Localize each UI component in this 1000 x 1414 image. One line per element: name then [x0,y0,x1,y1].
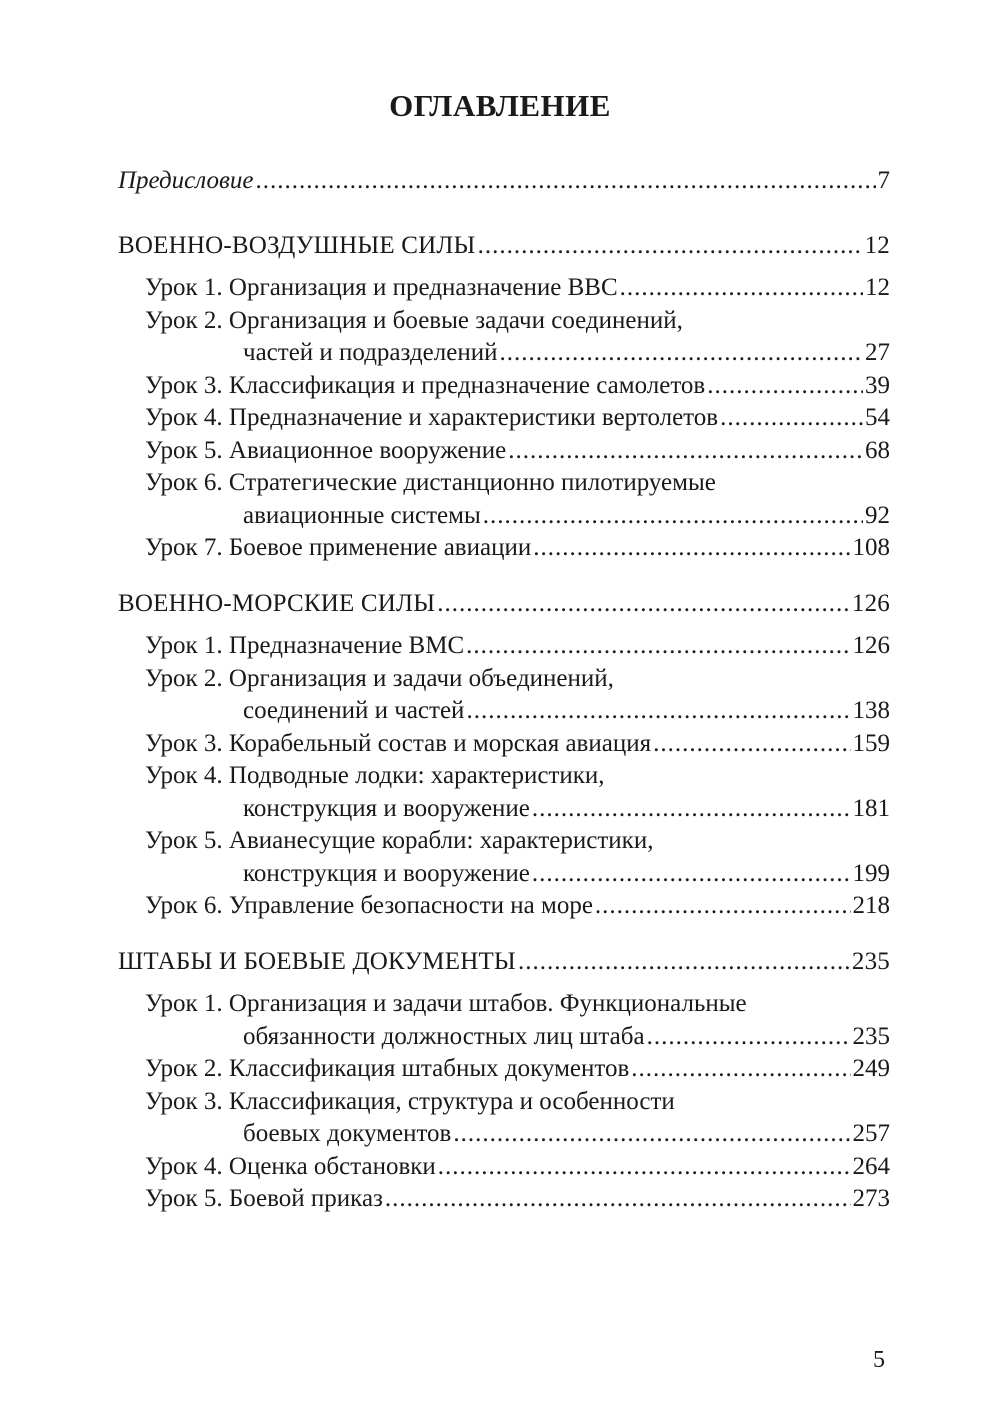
page-number: 5 [873,1347,885,1373]
toc-lesson-title: Урок 2. Организация и задачи объединений, [145,664,614,692]
toc-lesson-title: Урок 1. Предназначение ВМС [145,632,465,659]
dot-leader [533,532,850,565]
toc-lesson-entry[interactable] [118,825,890,890]
toc-lesson-continuation [118,695,890,728]
toc-lesson-entry[interactable] [118,630,890,663]
page-title: ОГЛАВЛЕНИЕ [389,88,611,123]
toc-lesson-title-cont: конструкция и вооружение [243,794,530,822]
toc-lesson-page: 159 [852,729,890,757]
toc-lesson-continuation [118,337,890,370]
toc-lesson-title: Урок 6. Стратегические дистанционно пилотируемые [145,469,716,496]
toc-lesson-line [118,435,890,468]
toc-lesson-page: 68 [865,436,890,464]
toc-lesson-title: Урок 5. Авиационное вооружение [145,436,507,464]
toc-lesson-entry[interactable] [118,1151,890,1184]
toc-section-page: 12 [864,231,890,259]
toc-section-heading[interactable] [118,588,890,621]
toc-lesson-line [118,402,890,435]
toc-lesson-entry[interactable] [118,663,890,728]
toc-lesson-line [118,728,890,761]
toc-lesson-entry[interactable] [118,532,890,565]
toc-lesson-line [118,890,890,923]
dot-leader [438,1151,851,1184]
toc-lesson-title-cont: обязанности должностных лиц штаба [243,1022,645,1050]
toc-lesson-page: 257 [852,1120,890,1147]
table-of-contents [118,165,890,1216]
toc-lesson-entry[interactable] [118,988,890,1053]
toc-lesson-title: Урок 6. Управление безопасности на море [145,892,593,919]
toc-lesson-page: 138 [852,697,890,724]
toc-lesson-entry[interactable] [118,402,890,435]
toc-lesson-line [118,1183,890,1216]
toc-lesson-title: Урок 1. Организация и задачи штабов. Функциональные [145,990,747,1017]
toc-lesson-title-cont: частей и подразделений [243,339,498,366]
toc-sections [118,230,890,1216]
toc-entry-page: 7 [877,167,890,194]
toc-lesson-line [118,272,890,305]
dot-leader [518,946,850,979]
toc-lesson-entry[interactable] [118,1053,890,1086]
toc-lesson-page: 126 [852,632,890,659]
toc-lesson-entry[interactable] [118,1183,890,1216]
dot-leader [466,695,850,728]
dot-leader [466,630,850,663]
toc-lesson-page: 54 [865,404,890,431]
toc-lesson-page: 249 [852,1055,890,1082]
toc-section-heading[interactable] [118,946,890,979]
dot-leader [620,272,863,305]
toc-lesson-title: Урок 2. Классификация штабных документов [145,1055,630,1082]
toc-lesson-page: 92 [865,501,890,529]
toc-lesson-title: Урок 1. Организация и предназначение ВВС [145,274,618,301]
toc-lesson-title: Урок 5. Авианесущие корабли: характеристики, [145,827,654,854]
toc-lesson-entry[interactable] [118,890,890,923]
dot-leader [483,500,863,533]
toc-section-page: 126 [851,589,890,617]
dot-leader [499,337,863,370]
dot-leader [707,370,863,403]
toc-lesson-line [118,1151,890,1184]
dot-leader [255,165,875,198]
toc-section-title: ВОЕННО-МОРСКИЕ СИЛЫ [118,589,436,617]
dot-leader [453,1118,850,1151]
toc-lesson-entry[interactable] [118,467,890,532]
toc-lesson-continuation [118,858,890,891]
toc-lesson-title: Урок 4. Подводные лодки: характеристики, [145,762,605,789]
dot-leader [653,728,850,761]
toc-lesson-page: 27 [865,339,890,366]
toc-lesson-line [118,370,890,403]
toc-lesson-page: 218 [852,892,890,919]
dot-leader [478,230,863,263]
toc-lesson-page: 264 [852,1152,890,1180]
dot-leader [532,858,851,891]
toc-lesson-line [118,630,890,663]
toc-lesson-page: 235 [852,1022,890,1050]
toc-lesson-page: 39 [865,371,890,399]
toc-lesson-entry[interactable] [118,1086,890,1151]
toc-lesson-continuation [118,1118,890,1151]
toc-lesson-page: 12 [865,274,890,301]
toc-lesson-continuation [118,1021,890,1054]
dot-leader [385,1183,851,1216]
toc-section-heading[interactable] [118,230,890,263]
toc-lesson-title: Урок 7. Боевое применение авиации [145,534,532,561]
toc-lesson-title-cont: боевых документов [243,1120,452,1147]
toc-lesson-title-cont: авиационные системы [243,501,481,529]
toc-lesson-title: Урок 4. Предназначение и характеристики вертолетов [145,404,719,431]
toc-section [118,946,890,1216]
toc-lesson-entry[interactable] [118,435,890,468]
toc-section [118,588,890,923]
toc-lesson-continuation [118,500,890,533]
dot-leader [595,890,851,923]
toc-lesson-entry[interactable] [118,760,890,825]
toc-lesson-entry[interactable] [118,272,890,305]
toc-lesson-title-cont: соединений и частей [243,697,465,724]
toc-lesson-title: Урок 2. Организация и боевые задачи соединений, [145,306,683,334]
toc-lesson-line [118,532,890,565]
toc-lesson-page: 199 [852,859,890,887]
dot-leader [532,793,851,826]
toc-lesson-continuation [118,793,890,826]
toc-lesson-page: 108 [852,534,890,561]
toc-lesson-entry[interactable] [118,370,890,403]
toc-lesson-title-cont: конструкция и вооружение [243,859,530,887]
toc-lesson-title: Урок 5. Боевой приказ [145,1185,383,1212]
toc-lesson-line [118,1053,890,1086]
toc-lesson-title: Урок 3. Корабельный состав и морская авиация [145,729,652,757]
toc-entry-label: Предисловие [118,167,254,194]
toc-lesson-title: Урок 4. Оценка обстановки [145,1152,436,1180]
toc-lesson-title: Урок 3. Классификация, структура и особенности [145,1087,675,1115]
toc-section-title: ВОЕННО-ВОЗДУШНЫЕ СИЛЫ [118,231,476,259]
dot-leader [720,402,863,435]
dot-leader [631,1053,850,1086]
toc-lesson-title: Урок 3. Классификация и предназначение самолетов [145,371,706,399]
toc-entry-preface[interactable] [118,165,890,198]
toc-section-page: 235 [851,947,890,975]
dot-leader [508,435,863,468]
toc-section-title: ШТАБЫ И БОЕВЫЕ ДОКУМЕНТЫ [118,947,516,975]
toc-section [118,230,890,565]
dot-leader [647,1021,851,1054]
toc-lesson-page: 181 [852,794,890,822]
toc-lesson-entry[interactable] [118,305,890,370]
toc-lesson-page: 273 [852,1185,890,1212]
dot-leader [437,588,850,621]
toc-lesson-entry[interactable] [118,728,890,761]
